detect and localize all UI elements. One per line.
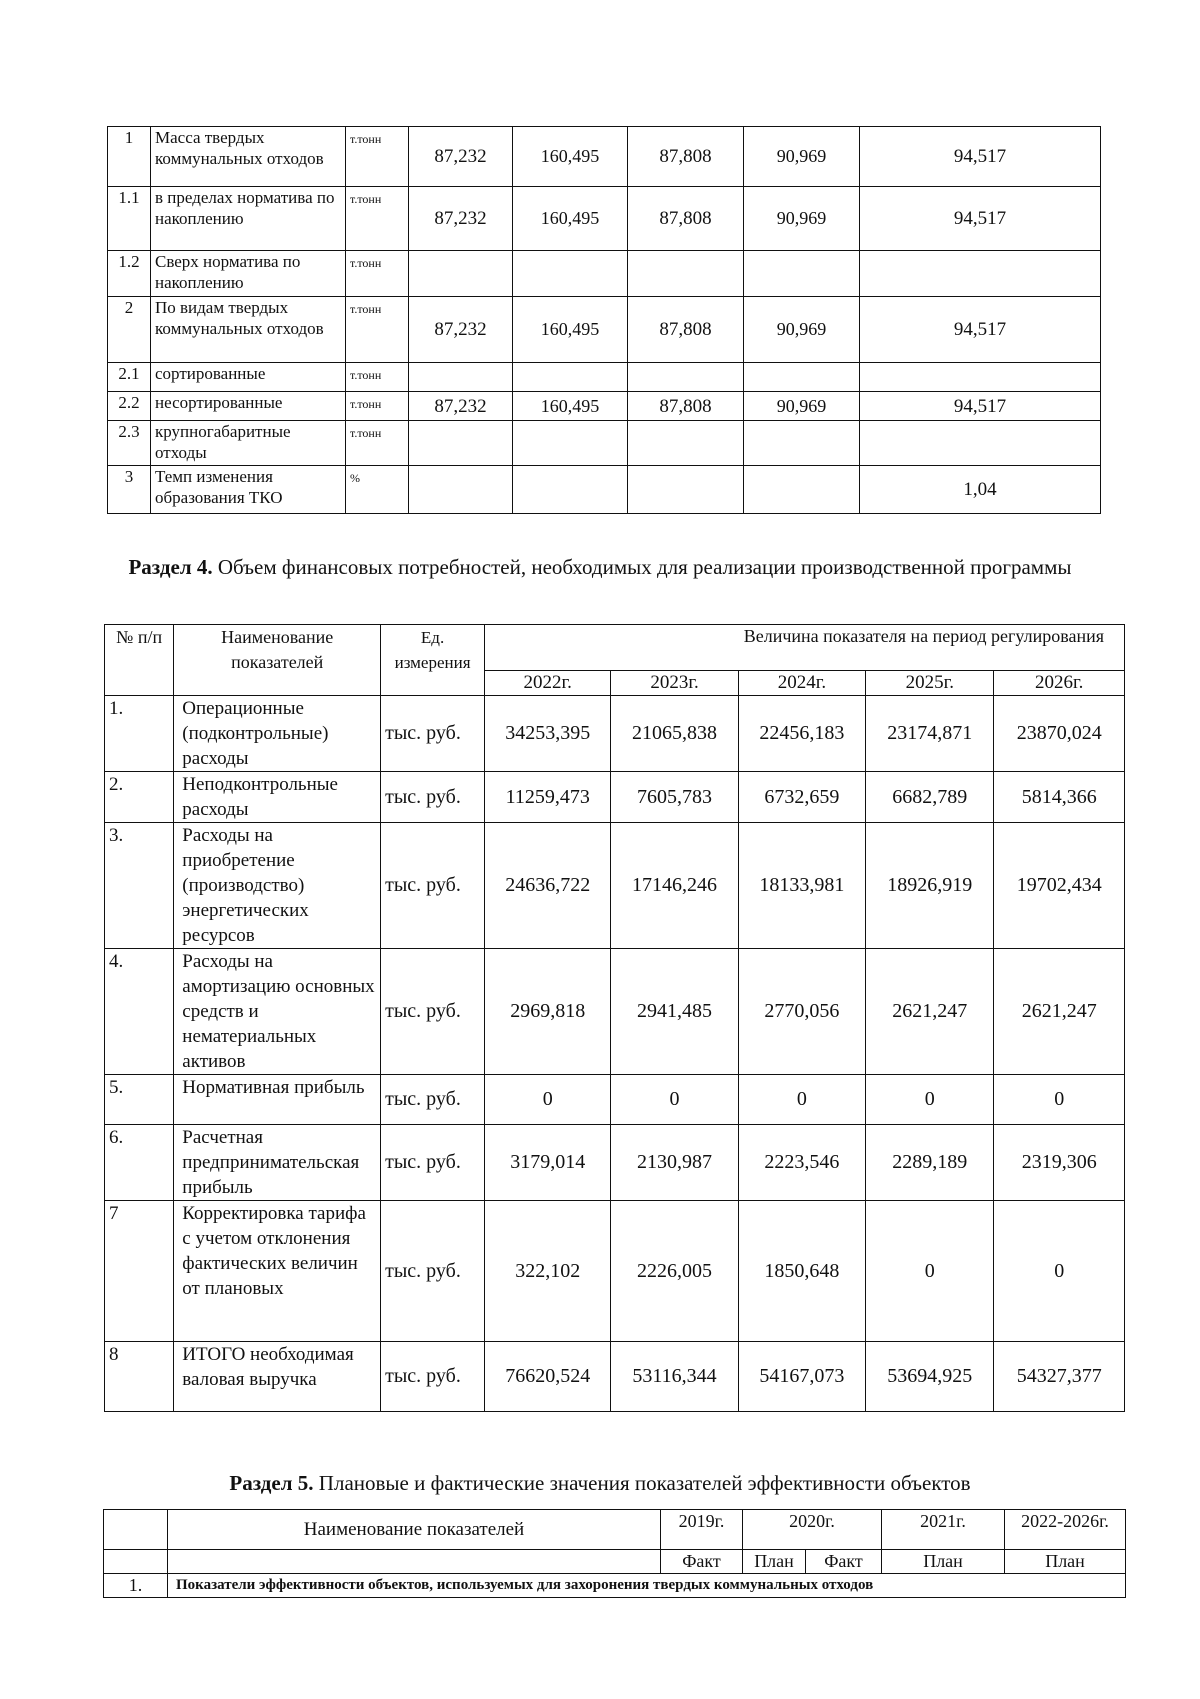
row-value: 2289,189	[866, 1125, 994, 1201]
header-unit: Ед. измерения	[381, 625, 485, 696]
header-2022-2026: 2022-2026г.	[1005, 1510, 1126, 1550]
row-number: 1.	[105, 696, 174, 772]
table-row	[105, 772, 1125, 823]
header-year: 2022г.	[485, 671, 611, 696]
row-value	[513, 251, 628, 297]
row-value: 17146,246	[611, 823, 738, 949]
row-unit: т.тонн	[346, 392, 409, 421]
row-value: 34253,395	[485, 696, 611, 772]
row-number: 7	[105, 1201, 174, 1342]
table-row	[105, 1075, 1125, 1125]
row-value: 87,232	[409, 127, 513, 187]
table-row	[108, 421, 1101, 466]
table-row	[108, 127, 1101, 187]
row-unit: т.тонн	[346, 187, 409, 251]
row-name: Расходы на приобретение (производство) энергетических ресурсов	[174, 823, 381, 949]
row-value: 5814,366	[994, 772, 1125, 823]
row-name: По видам твердых коммунальных отходов	[151, 297, 346, 363]
row-unit: тыс. руб.	[381, 823, 485, 949]
row-unit: тыс. руб.	[381, 949, 485, 1075]
row-name: ИТОГО необходимая валовая выручка	[174, 1342, 381, 1412]
row-name: Операционные (подконтрольные) расходы	[174, 696, 381, 772]
header-year: 2023г.	[611, 671, 738, 696]
row-value: 94,517	[860, 127, 1101, 187]
row-number: 3	[108, 466, 151, 514]
row-value	[860, 251, 1101, 297]
header-2021: 2021г.	[882, 1510, 1005, 1550]
row-value: 87,808	[628, 187, 744, 251]
row-value: 94,517	[860, 187, 1101, 251]
row-value: 21065,838	[611, 696, 738, 772]
row-value: 2941,485	[611, 949, 738, 1075]
row-value: 160,495	[513, 297, 628, 363]
row-value: 2226,005	[611, 1201, 738, 1342]
row-unit: т.тонн	[346, 297, 409, 363]
table-row	[108, 363, 1101, 392]
table-row	[105, 696, 1125, 772]
header-plan-2020: План	[743, 1550, 806, 1574]
section-5-title: Плановые и фактические значения показателей эффективности объектов	[313, 1471, 971, 1495]
header-fact-2019: Факт	[661, 1550, 743, 1574]
row-value: 87,232	[409, 297, 513, 363]
table-row	[105, 1342, 1125, 1412]
table-row	[108, 297, 1101, 363]
row-value: 2319,306	[994, 1125, 1125, 1201]
table-efficiency-indicators	[103, 1509, 1126, 1598]
row-name: Темп изменения образования ТКО	[151, 466, 346, 514]
row-value: 2969,818	[485, 949, 611, 1075]
row-number: 2	[108, 297, 151, 363]
row-number: 3.	[105, 823, 174, 949]
row-value: 87,808	[628, 127, 744, 187]
row-value: 23870,024	[994, 696, 1125, 772]
section-4-number: Раздел 4.	[128, 555, 213, 579]
row-unit: тыс. руб.	[381, 772, 485, 823]
row-value: 19702,434	[994, 823, 1125, 949]
row-value	[409, 421, 513, 466]
row-number: 1	[108, 127, 151, 187]
row-value: 2223,546	[738, 1125, 865, 1201]
row-number: 2.3	[108, 421, 151, 466]
row-number: 4.	[105, 949, 174, 1075]
row-value: 0	[485, 1075, 611, 1125]
row-value: 90,969	[744, 297, 860, 363]
row-name: в пределах норматива по накоплению	[151, 187, 346, 251]
row-value: 3179,014	[485, 1125, 611, 1201]
row-name: несортированные	[151, 392, 346, 421]
row-unit: т.тонн	[346, 421, 409, 466]
row-value: 0	[994, 1075, 1125, 1125]
section-5-number: Раздел 5.	[229, 1471, 314, 1495]
table-row	[108, 251, 1101, 297]
row-value: 1850,648	[738, 1201, 865, 1342]
table-row	[108, 466, 1101, 514]
row-value: 87,232	[409, 392, 513, 421]
row-value: 160,495	[513, 392, 628, 421]
header-plan-2021: План	[882, 1550, 1005, 1574]
row-value: 87,808	[628, 297, 744, 363]
row-value	[744, 363, 860, 392]
row-value: 0	[611, 1075, 738, 1125]
row-number: 5.	[105, 1075, 174, 1125]
cell-empty	[168, 1550, 661, 1574]
row-value: 24636,722	[485, 823, 611, 949]
row-title: Показатели эффективности объектов, используемых для захоронения твердых коммунальных отходов	[168, 1574, 1126, 1598]
section-4-heading	[100, 552, 1100, 582]
header-period: Величина показателя на период регулирования	[485, 625, 1125, 671]
row-unit: %	[346, 466, 409, 514]
row-value	[409, 466, 513, 514]
section-4-title: Объем финансовых потребностей, необходимых для реализации производственной программы	[212, 555, 1072, 579]
row-number: 1.2	[108, 251, 151, 297]
row-value: 54327,377	[994, 1342, 1125, 1412]
row-unit: тыс. руб.	[381, 1075, 485, 1125]
row-value: 90,969	[744, 127, 860, 187]
row-value: 87,232	[409, 187, 513, 251]
row-unit: тыс. руб.	[381, 1125, 485, 1201]
row-name: крупногабаритные отходы	[151, 421, 346, 466]
row-name: Нормативная прибыль	[174, 1075, 381, 1125]
row-value: 90,969	[744, 392, 860, 421]
row-value: 54167,073	[738, 1342, 865, 1412]
row-value: 87,808	[628, 392, 744, 421]
row-value: 90,969	[744, 187, 860, 251]
row-name: Сверх норматива по накоплению	[151, 251, 346, 297]
row-value: 94,517	[860, 297, 1101, 363]
row-value: 2621,247	[994, 949, 1125, 1075]
header-name: Наименование показателей	[168, 1510, 661, 1550]
row-unit: т.тонн	[346, 251, 409, 297]
row-name: Неподконтрольные расходы	[174, 772, 381, 823]
row-value	[628, 421, 744, 466]
row-value	[513, 421, 628, 466]
row-value: 322,102	[485, 1201, 611, 1342]
row-number: 1.	[104, 1574, 168, 1598]
row-name: Расходы на амортизацию основных средств и нематериальных активов	[174, 949, 381, 1075]
row-value: 0	[866, 1075, 994, 1125]
table-row	[105, 1125, 1125, 1201]
row-value: 6732,659	[738, 772, 865, 823]
row-unit: т.тонн	[346, 363, 409, 392]
header-plan-2022-2026: План	[1005, 1550, 1126, 1574]
row-value: 2621,247	[866, 949, 994, 1075]
header-name: Наименование показателей	[174, 625, 381, 696]
row-number: 1.1	[108, 187, 151, 251]
row-value: 53694,925	[866, 1342, 994, 1412]
row-value	[628, 363, 744, 392]
table-row	[105, 1201, 1125, 1342]
header-2020: 2020г.	[743, 1510, 882, 1550]
row-value: 76620,524	[485, 1342, 611, 1412]
table-financial-needs	[104, 624, 1125, 1412]
row-value	[744, 251, 860, 297]
row-value	[409, 251, 513, 297]
header-2019: 2019г.	[661, 1510, 743, 1550]
row-value: 94,517	[860, 392, 1101, 421]
row-name: Корректировка тарифа с учетом отклонения фактических величин от плановых	[174, 1201, 381, 1342]
row-value: 0	[994, 1201, 1125, 1342]
row-unit: тыс. руб.	[381, 696, 485, 772]
row-value	[744, 466, 860, 514]
row-number: 8	[105, 1342, 174, 1412]
row-name: Расчетная предпринимательская прибыль	[174, 1125, 381, 1201]
row-value: 23174,871	[866, 696, 994, 772]
row-value: 2130,987	[611, 1125, 738, 1201]
row-value: 1,04	[860, 466, 1101, 514]
row-value: 0	[738, 1075, 865, 1125]
cell-empty	[104, 1550, 168, 1574]
row-value	[513, 466, 628, 514]
table-row	[108, 187, 1101, 251]
row-value: 6682,789	[866, 772, 994, 823]
header-empty	[104, 1510, 168, 1550]
section-5-heading	[100, 1468, 1100, 1498]
row-number: 2.	[105, 772, 174, 823]
row-unit: тыс. руб.	[381, 1201, 485, 1342]
row-value: 11259,473	[485, 772, 611, 823]
row-value	[628, 251, 744, 297]
row-value: 18926,919	[866, 823, 994, 949]
row-value	[744, 421, 860, 466]
header-year: 2024г.	[738, 671, 865, 696]
row-value: 53116,344	[611, 1342, 738, 1412]
row-value	[860, 421, 1101, 466]
row-value: 2770,056	[738, 949, 865, 1075]
row-unit: т.тонн	[346, 127, 409, 187]
row-value: 160,495	[513, 187, 628, 251]
row-value	[860, 363, 1101, 392]
row-value	[513, 363, 628, 392]
row-name: Масса твердых коммунальных отходов	[151, 127, 346, 187]
header-fact-2020: Факт	[806, 1550, 882, 1574]
row-value	[628, 466, 744, 514]
row-value: 22456,183	[738, 696, 865, 772]
row-number: 6.	[105, 1125, 174, 1201]
row-number: 2.2	[108, 392, 151, 421]
row-unit: тыс. руб.	[381, 1342, 485, 1412]
table-row	[105, 949, 1125, 1075]
row-value: 18133,981	[738, 823, 865, 949]
table-row	[105, 823, 1125, 949]
row-value: 7605,783	[611, 772, 738, 823]
header-year: 2026г.	[994, 671, 1125, 696]
row-number: 2.1	[108, 363, 151, 392]
table-row	[108, 392, 1101, 421]
row-value	[409, 363, 513, 392]
table-waste-mass	[107, 126, 1101, 514]
header-year: 2025г.	[866, 671, 994, 696]
row-name: сортированные	[151, 363, 346, 392]
header-no: № п/п	[105, 625, 174, 696]
row-value: 0	[866, 1201, 994, 1342]
row-value: 160,495	[513, 127, 628, 187]
